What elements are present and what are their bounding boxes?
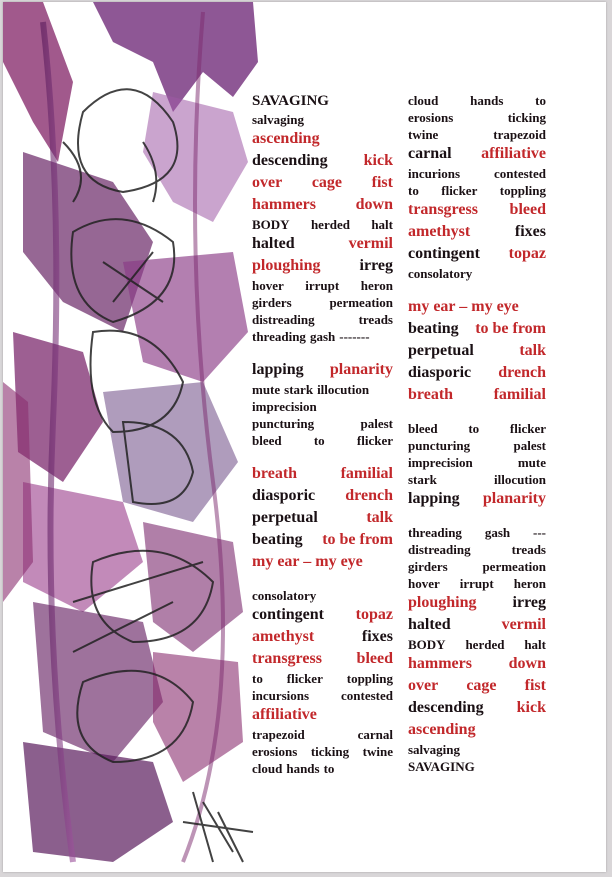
poem-line: [408, 524, 546, 541]
poem-word: herded: [465, 637, 505, 652]
poem-line: [408, 182, 546, 199]
poem-word: consolatory: [408, 266, 473, 281]
poem-word: to: [323, 761, 335, 776]
poem-word-red: familial: [340, 465, 393, 482]
poem-line: [252, 670, 393, 687]
poem-word: contingent: [252, 606, 324, 623]
poem-line: [408, 614, 546, 636]
poem-word-red: ascending: [408, 721, 476, 738]
poem-line: [408, 296, 546, 318]
poem-line: [252, 381, 393, 398]
poem-word: imprecision: [252, 399, 317, 414]
poem-line: [252, 415, 393, 432]
poem-word: halt: [371, 217, 393, 232]
poem-line: [408, 592, 546, 614]
stanza-gap: [408, 282, 546, 296]
poem-word: mute: [252, 382, 281, 397]
poem-line: [408, 265, 546, 282]
poem-line: [252, 150, 393, 172]
poem-word-red: talk: [519, 342, 546, 359]
poem-line: [252, 432, 393, 449]
poem-word: twine: [408, 127, 439, 142]
poem-word-red: cage: [466, 677, 497, 694]
poem-word-red: down: [508, 655, 546, 672]
poem-word: salvaging: [408, 742, 461, 757]
poem-line: [252, 760, 393, 777]
poem-line: [252, 463, 393, 485]
poem-line: [252, 398, 393, 415]
poem-column-right: [408, 92, 546, 775]
poem-word: to: [252, 671, 263, 686]
poem-word-red: hammers: [408, 655, 472, 672]
poem-line: [408, 454, 546, 471]
poem-word: to: [535, 93, 546, 108]
poem-line: [408, 340, 546, 362]
poem-word: to: [468, 421, 480, 436]
poem-word: carnal: [408, 145, 452, 162]
poem-word: flicker: [356, 433, 393, 448]
poem-line: [408, 741, 546, 758]
poem-word-red: affiliative: [481, 145, 546, 162]
poem-word: contested: [341, 688, 393, 703]
poem-word: permeation: [329, 295, 393, 310]
poem-word: fixes: [514, 223, 546, 240]
poem-word: illocution: [493, 472, 546, 487]
poem-word: gash: [309, 329, 336, 344]
poem-column-left: [252, 92, 393, 777]
poem-word: BODY: [408, 637, 446, 652]
poem-word-red: topaz: [508, 245, 546, 262]
stanza-gap: [252, 449, 393, 463]
poem-line: [252, 311, 393, 328]
poem-word: cloud: [252, 761, 283, 776]
poem-word: stark: [408, 472, 437, 487]
poem-word: distreading: [408, 542, 471, 557]
poem-word: toppling: [499, 183, 546, 198]
poem-word: bleed: [252, 433, 282, 448]
poem-word-red: ascending: [252, 130, 320, 147]
poem-word: irreg: [359, 257, 393, 274]
poem-word-red: ploughing: [252, 257, 321, 274]
poem-line: [408, 653, 546, 675]
stanza-gap: [408, 510, 546, 524]
poem-word: BODY: [252, 217, 290, 232]
poem-line: [408, 92, 546, 109]
poem-word-red: breath: [408, 386, 454, 403]
poem-line: [408, 636, 546, 653]
poem-word-red: amethyst: [252, 628, 315, 645]
poem-word-red: talk: [366, 509, 393, 526]
poem-line: [252, 216, 393, 233]
poem-word-red: my ear – my eye: [252, 553, 363, 570]
poem-word: SAVAGING: [252, 93, 329, 109]
poem-word: treads: [358, 312, 393, 327]
poem-word-red: cage: [311, 174, 343, 191]
poem-line: [408, 126, 546, 143]
poem-line: [408, 143, 546, 165]
poem-word: hover: [252, 278, 284, 293]
poem-line: [408, 199, 546, 221]
poem-word-red: familial: [493, 386, 546, 403]
poem-word: halted: [252, 235, 295, 252]
poem-page: [3, 2, 606, 872]
poem-word: illocution: [317, 382, 370, 397]
poem-line: [252, 277, 393, 294]
stanza-gap: [252, 573, 393, 587]
poem-word: mute: [517, 455, 546, 470]
poem-word: SAVAGING: [408, 759, 475, 774]
poem-word: bleed: [408, 421, 438, 436]
poem-word-red: to be from: [475, 320, 546, 337]
poem-word: toppling: [346, 671, 393, 686]
poem-line: [408, 541, 546, 558]
poem-word: heron: [513, 576, 546, 591]
poem-line: [252, 687, 393, 704]
poem-word: to: [313, 433, 325, 448]
poem-word-red: my ear – my eye: [408, 298, 519, 315]
poem-word: girders: [252, 295, 292, 310]
poem-line: [252, 294, 393, 311]
poem-word: twine: [362, 744, 393, 759]
poem-line: [252, 704, 393, 726]
stanza-gap: [408, 406, 546, 420]
poem-word: ---: [532, 525, 546, 540]
poem-word: diasporic: [408, 364, 472, 381]
poem-word: halted: [408, 616, 451, 633]
poem-line: [252, 743, 393, 760]
poem-word: stark: [284, 382, 314, 397]
poem-word-red: affiliative: [252, 706, 317, 723]
poem-word: herded: [310, 217, 350, 232]
poem-line: [252, 194, 393, 216]
poem-line: [252, 233, 393, 255]
poem-word: imprecision: [408, 455, 473, 470]
poem-line: [252, 485, 393, 507]
poem-line: [252, 111, 393, 128]
poem-word: carnal: [357, 727, 393, 742]
poem-word: threading: [252, 329, 306, 344]
poem-word: irrupt: [459, 576, 494, 591]
poem-word: consolatory: [252, 588, 317, 603]
poem-word: irrupt: [305, 278, 340, 293]
poem-line: [252, 648, 393, 670]
poem-word-red: drench: [498, 364, 546, 381]
poem-word-red: bleed: [509, 201, 546, 218]
poem-line: [408, 558, 546, 575]
poem-word: permeation: [482, 559, 546, 574]
poem-word: incursions: [252, 688, 310, 703]
poem-word-red: transgress: [252, 650, 322, 667]
poem-word-red: to be from: [322, 531, 393, 548]
poem-line: [408, 420, 546, 437]
poem-word-red: bleed: [356, 650, 393, 667]
poem-line: [408, 437, 546, 454]
poem-line: [408, 318, 546, 340]
poem-line: [408, 575, 546, 592]
poem-word: -------: [339, 329, 370, 344]
poem-line: [408, 471, 546, 488]
poem-word: diasporic: [252, 487, 316, 504]
poem-word: irreg: [512, 594, 546, 611]
ink-and-pencil-drawing: [3, 2, 263, 872]
poem-line: [408, 719, 546, 741]
poem-word-red: vermil: [348, 235, 393, 252]
poem-line: [408, 488, 546, 510]
poem-word: lapping: [408, 490, 460, 507]
poem-word: ticking: [507, 110, 546, 125]
poem-line: [408, 243, 546, 265]
poem-line: [408, 221, 546, 243]
poem-word: palest: [513, 438, 546, 453]
poem-word: trapezoid: [252, 727, 305, 742]
poem-word: descending: [408, 699, 484, 716]
poem-word: trapezoid: [493, 127, 546, 142]
poem-word: halt: [524, 637, 546, 652]
poem-line: [252, 726, 393, 743]
poem-word: flicker: [509, 421, 546, 436]
poem-word: incurions: [408, 166, 461, 181]
poem-word-red: breath: [252, 465, 298, 482]
poem-line: [252, 359, 393, 381]
poem-word: threading: [408, 525, 462, 540]
poem-word-red: drench: [345, 487, 393, 504]
poem-word-red: transgress: [408, 201, 478, 218]
poem-word: distreading: [252, 312, 315, 327]
poem-word: flicker: [441, 183, 478, 198]
poem-word: treads: [511, 542, 546, 557]
poem-word: beating: [408, 320, 459, 337]
poem-line: [252, 551, 393, 573]
poem-line: [252, 255, 393, 277]
poem-word: perpetual: [408, 342, 474, 359]
poem-line: [408, 697, 546, 719]
poem-word-red: ploughing: [408, 594, 477, 611]
poem-word: contested: [494, 166, 546, 181]
poem-word: fixes: [361, 628, 393, 645]
poem-word: descending: [252, 152, 328, 169]
poem-word: ticking: [310, 744, 350, 759]
poem-line: [408, 109, 546, 126]
abstract-artwork: [3, 2, 263, 872]
poem-word: perpetual: [252, 509, 318, 526]
poem-line: [252, 172, 393, 194]
poem-line: [408, 384, 546, 406]
poem-line: [252, 529, 393, 551]
poem-word: gash: [484, 525, 511, 540]
poem-word: puncturing: [408, 438, 471, 453]
stanza-gap: [252, 345, 393, 359]
poem-word: beating: [252, 531, 303, 548]
poem-line: [408, 165, 546, 182]
poem-word: cloud: [408, 93, 439, 108]
poem-line: [408, 758, 546, 775]
poem-line: [408, 362, 546, 384]
poem-word-red: amethyst: [408, 223, 471, 240]
poem-word: erosions: [408, 110, 454, 125]
poem-word-red: over: [408, 677, 439, 694]
poem-word-red: planarity: [482, 490, 546, 507]
poem-line: [252, 328, 393, 345]
poem-word-red: kick: [363, 152, 393, 169]
poem-word: puncturing: [252, 416, 315, 431]
poem-word: salvaging: [252, 112, 305, 127]
poem-line: [252, 626, 393, 648]
poem-word: hands: [286, 761, 320, 776]
poem-word: flicker: [286, 671, 323, 686]
poem-word-red: kick: [516, 699, 546, 716]
poem-line: [252, 604, 393, 626]
poem-word-red: fist: [524, 677, 546, 694]
poem-line: [252, 587, 393, 604]
poem-word-red: over: [252, 174, 283, 191]
poem-word: contingent: [408, 245, 480, 262]
poem-word-red: hammers: [252, 196, 316, 213]
poem-word-red: fist: [371, 174, 393, 191]
poem-line: [252, 507, 393, 529]
poem-word-red: down: [355, 196, 393, 213]
poem-word-red: vermil: [501, 616, 546, 633]
poem-line: [252, 128, 393, 150]
poem-line: [252, 92, 393, 111]
poem-word-red: topaz: [355, 606, 393, 623]
poem-word: erosions: [252, 744, 298, 759]
poem-word: lapping: [252, 361, 304, 378]
poem-line: [408, 675, 546, 697]
poem-word-red: planarity: [329, 361, 393, 378]
poem-word: heron: [360, 278, 393, 293]
poem-word: girders: [408, 559, 448, 574]
poem-word: to: [408, 183, 419, 198]
poem-word: palest: [360, 416, 393, 431]
poem-word: hover: [408, 576, 440, 591]
poem-word: hands: [470, 93, 504, 108]
